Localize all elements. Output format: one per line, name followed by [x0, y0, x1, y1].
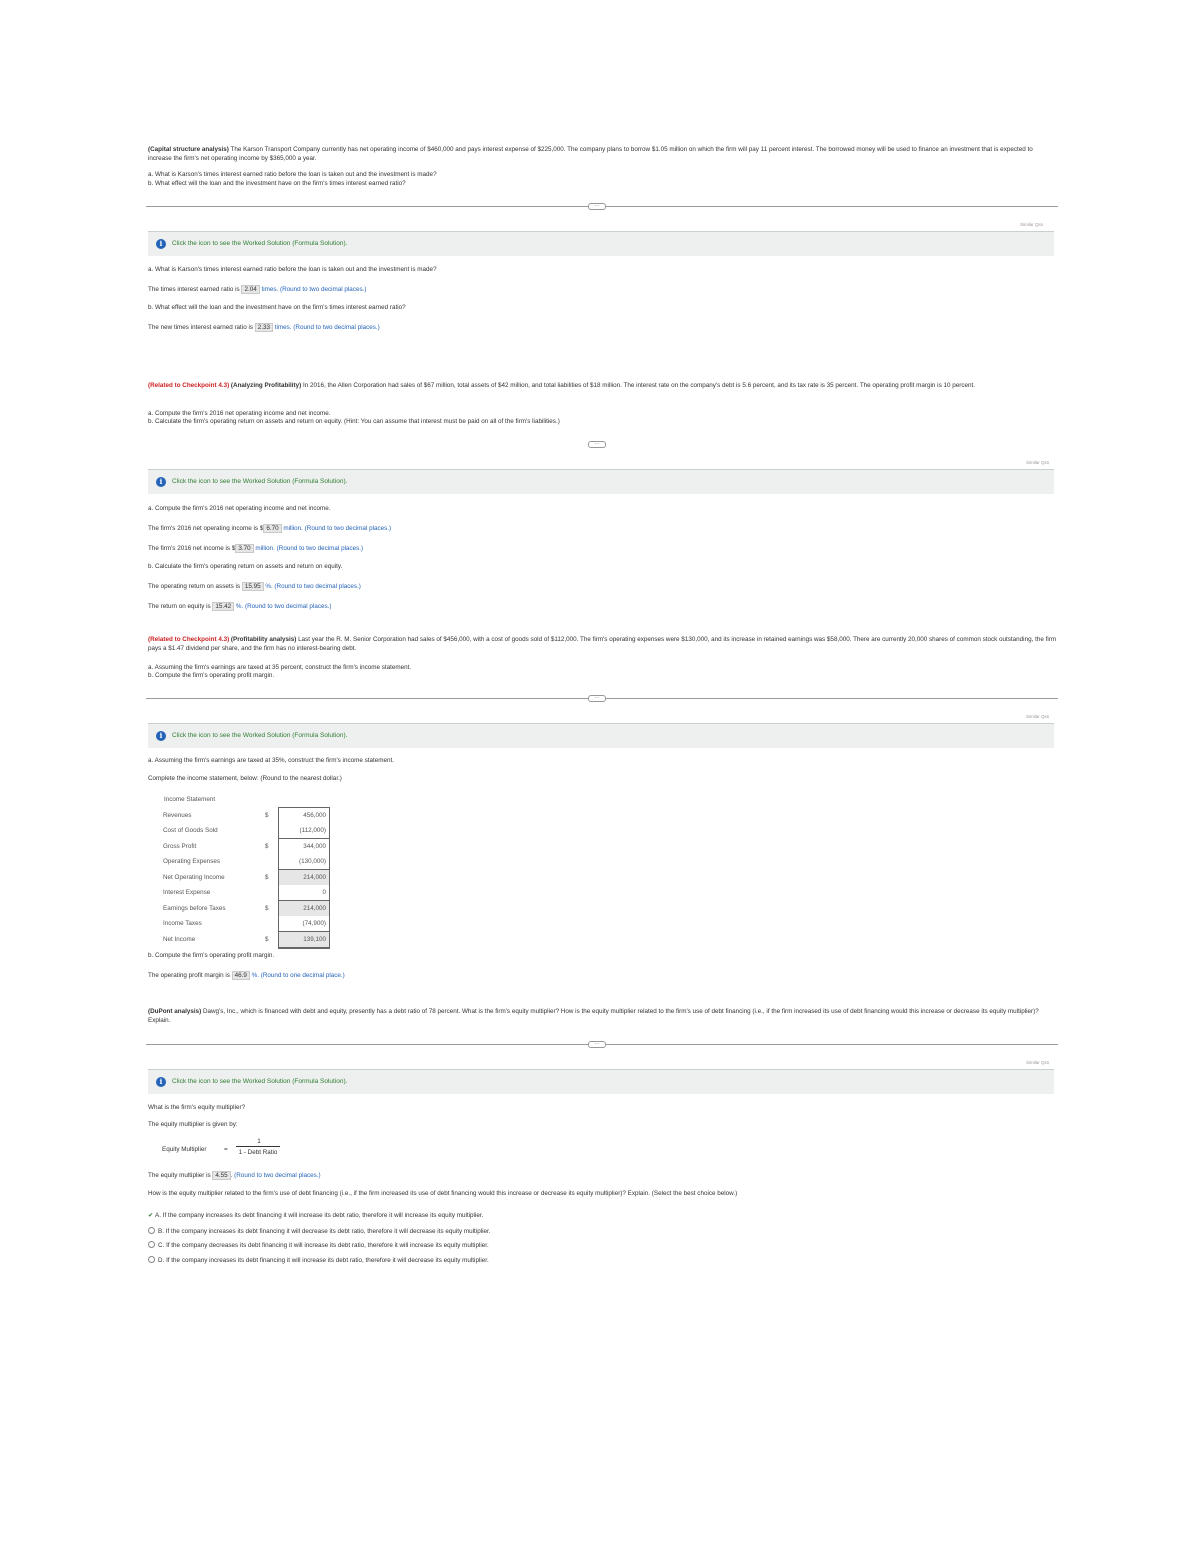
q1-sol-b-question: b. What effect will the loan and the investment have on the firm's times interest earned ratio? — [148, 304, 406, 311]
row-value[interactable]: 0 — [279, 885, 330, 901]
formula-denominator: 1 - Debt Ratio — [238, 1149, 278, 1156]
income-statement-table — [160, 807, 330, 949]
worked-solution-link[interactable]: Click the icon to see the Worked Solution (Formula Solution). — [172, 732, 348, 739]
row-value[interactable]: 456,000 — [279, 808, 330, 824]
answer-field[interactable]: 4.55 — [212, 1171, 230, 1180]
income-statement-title: Income Statement — [164, 796, 216, 803]
q1-part-b: b. What effect will the loan and the investment have on the firm's times interest earned ratio? — [148, 180, 406, 187]
q1-prompt — [148, 146, 1058, 163]
choice-option[interactable] — [148, 1241, 489, 1250]
radio-circle-icon[interactable] — [148, 1227, 155, 1234]
income-statement-row — [160, 808, 330, 824]
q2-prompt — [148, 382, 1058, 391]
answer-field[interactable]: 2.33 — [255, 323, 273, 332]
income-statement-row — [160, 854, 330, 870]
q1-sol-a-question: a. What is Karson's times interest earned ratio before the loan is taken out and the investment is made? — [148, 266, 437, 273]
worked-solution-link[interactable]: Click the icon to see the Worked Solution (Formula Solution). — [172, 478, 348, 485]
choice-text: If the company decreases its debt financing it will increase its debt ratio, therefore it will increase its equity multiplier. — [166, 1242, 489, 1249]
choice-text: If the company increases its debt financing it will decrease its debt ratio, therefore it will decrease its equity multiplier. — [165, 1227, 491, 1235]
choice-letter: A. — [155, 1212, 161, 1219]
row-value[interactable]: 139,100 — [279, 932, 330, 949]
row-label: Revenues — [163, 811, 192, 819]
row-currency — [262, 854, 279, 870]
row-currency — [262, 823, 279, 839]
answer-field[interactable]: 15.42 — [212, 602, 234, 611]
choice-option[interactable] — [148, 1227, 491, 1236]
info-icon[interactable]: i — [156, 1077, 166, 1087]
row-label: Earnings before Taxes — [163, 904, 226, 912]
q2-related-tag: (Related to Checkpoint 4.3) — [148, 382, 230, 389]
row-value[interactable]: (130,000) — [279, 854, 330, 870]
q4-sol-em: The equity multiplier is 4.55 . (Round to two decimal places.) — [148, 1172, 321, 1179]
similar-question-link[interactable]: Similar Qsn — [1026, 714, 1050, 719]
row-currency: $ — [265, 904, 269, 912]
formula-left: Equity Multiplier — [162, 1146, 207, 1153]
q2-text: In 2016, the Allen Corporation had sales of $67 million, total assets of $42 million, and total liabilities of $18 million. The interest rate on the company's debt is 5.6 percent, and its tax rate is 35 percent. The operating profit margin is 10 percent. — [303, 382, 975, 389]
q1-text: The Karson Transport Company currently has net operating income of $460,000 and pays interest expense of $225,000. The company plans to borrow $1.05 million on which the firm will pay 11 percent interest. The borrowed money will be used to finance an investment that is expected to increase the firm's net operating income by $365,000 a year. — [148, 146, 1033, 162]
answer-field[interactable]: 15.95 — [242, 582, 264, 591]
q1-tag: (Capital structure analysis) — [148, 146, 229, 153]
q3-sol-a-question: a. Assuming the firm's earnings are taxed at 35%, construct the firm's income statement. — [148, 757, 394, 764]
q2-sol-a-question: a. Compute the firm's 2016 net operating income and net income. — [148, 505, 331, 512]
q3-tag: (Profitability analysis) — [230, 636, 297, 643]
q3-prompt — [148, 636, 1058, 653]
row-value[interactable]: 214,000 — [279, 901, 330, 917]
choice-letter: B. — [158, 1227, 164, 1235]
info-icon[interactable]: i — [156, 731, 166, 741]
income-statement-row — [160, 885, 330, 901]
formula-equals: = — [224, 1146, 228, 1153]
row-label: Cost of Goods Sold — [163, 827, 218, 835]
answer-field[interactable]: 6.70 — [263, 524, 281, 533]
formula-numerator: 1 — [257, 1138, 261, 1145]
row-value[interactable]: 214,000 — [279, 870, 330, 886]
answer-field[interactable]: 2.04 — [241, 285, 259, 294]
expand-handle[interactable]: ··· — [588, 695, 606, 702]
choice-letter: D. — [158, 1256, 165, 1264]
similar-question-link[interactable]: Similar Qsn — [1020, 222, 1044, 227]
q3-sol-a-instructions: Complete the income statement, below: (Round to the nearest dollar.) — [148, 775, 342, 782]
choice-letter: C. — [158, 1242, 165, 1249]
checkmark-icon[interactable]: ✔ — [148, 1212, 156, 1219]
equity-multiplier-formula — [162, 1138, 282, 1162]
q4-given: The equity multiplier is given by: — [148, 1121, 238, 1128]
choice-option[interactable] — [148, 1212, 483, 1220]
q2-sol-oroa: The operating return on assets is 15.95 %. (Round to two decimal places.) — [148, 583, 361, 590]
income-statement-row — [160, 932, 330, 949]
q4-question-2: How is the equity multiplier related to the firm's use of debt financing (i.e., if the firm increased its use of debt financing would this increase or decrease its equity multiplier)? Explain. (Select the best choice below.) — [148, 1190, 738, 1197]
q4-tag: (DuPont analysis) — [148, 1008, 202, 1015]
q3-sol-opm: The operating profit margin is 46.9 %. (Round to one decimal place.) — [148, 972, 345, 979]
q3-part-b: b. Compute the firm's operating profit margin. — [148, 672, 275, 679]
income-statement-row — [160, 870, 330, 886]
row-currency: $ — [265, 811, 269, 819]
row-label: Net Operating Income — [163, 873, 225, 881]
q1-sol-a: The times interest earned ratio is 2.04 times. (Round to two decimal places.) — [148, 286, 367, 293]
worked-solution-link[interactable]: Click the icon to see the Worked Solution (Formula Solution). — [172, 240, 348, 247]
info-icon[interactable]: i — [156, 239, 166, 249]
q3-part-a: a. Assuming the firm's earnings are taxed at 35 percent, construct the firm's income statement. — [148, 664, 412, 671]
row-label: Gross Profit — [163, 842, 197, 850]
q1-sol-b: The new times interest earned ratio is 2.33 times. (Round to two decimal places.) — [148, 324, 380, 331]
similar-question-link[interactable]: Similar Qsn — [1026, 1060, 1050, 1065]
q2-part-b: b. Calculate the firm's operating return on assets and return on equity. (Hint: You can assume that interest must be paid on all of the firm's liabilities.) — [148, 418, 560, 425]
radio-circle-icon[interactable] — [148, 1256, 155, 1263]
choice-text: If the company increases its debt financing it will increase its debt ratio, therefore it will increase its equity multiplier. — [162, 1212, 484, 1219]
income-statement-row — [160, 901, 330, 917]
worked-solution-link[interactable]: Click the icon to see the Worked Solution (Formula Solution). — [172, 1078, 348, 1085]
q3-text: Last year the R. M. Senior Corporation had sales of $456,000, with a cost of goods sold of $112,000. The firm's operating expenses were $130,000, and its increase in retained earnings was $58,000. There are currently 20,000 shares of common stock outstanding, the firm pays a $1.47 dividend per share, and the firm has no interest-bearing debt. — [148, 636, 1057, 652]
row-currency — [262, 916, 279, 932]
q2-tag: (Analyzing Profitability) — [230, 382, 302, 389]
q3-related-tag: (Related to Checkpoint 4.3) — [148, 636, 230, 643]
q2-sol-ni: The firm's 2016 net income is $ 3.70 million. (Round to two decimal places.) — [148, 545, 364, 552]
q3-sol-b-question: b. Compute the firm's operating profit margin. — [148, 952, 275, 959]
q2-part-a: a. Compute the firm's 2016 net operating income and net income. — [148, 410, 331, 417]
expand-handle[interactable]: ··· — [588, 203, 606, 210]
fraction-bar — [236, 1146, 280, 1147]
q2-sol-roe: The return on equity is 15.42 %. (Round to two decimal places.) — [148, 603, 332, 610]
row-value[interactable]: (112,000) — [279, 823, 330, 839]
worked-solution-box — [148, 723, 1054, 748]
q4-prompt — [148, 1008, 1058, 1025]
similar-question-link[interactable]: Similar Qsn — [1026, 460, 1050, 465]
choice-option[interactable] — [148, 1256, 489, 1265]
row-label: Net Income — [163, 936, 196, 944]
row-value[interactable]: (74,900) — [279, 916, 330, 932]
q4-text: Dawg's, Inc., which is financed with debt and equity, presently has a debt ratio of 78 percent. What is the firm's equity multiplier? How is the equity multiplier related to the firm's use of debt financing (i.e., if the firm increased its use of debt financing would this increase or decrease its equity multiplier)? Explain. — [148, 1008, 1039, 1024]
expand-handle[interactable]: ··· — [588, 1041, 606, 1048]
answer-field[interactable]: 3.70 — [235, 544, 253, 553]
expand-handle[interactable]: ··· — [588, 441, 606, 448]
row-currency: $ — [265, 842, 269, 850]
row-currency: $ — [265, 936, 269, 944]
row-currency: $ — [265, 873, 269, 881]
q2-sol-noi: The firm's 2016 net operating income is $ 6.70 million. (Round to two decimal places.) — [148, 525, 392, 532]
q1-part-a: a. What is Karson's times interest earned ratio before the loan is taken out and the investment is made? — [148, 171, 437, 178]
row-label: Operating Expenses — [163, 858, 221, 866]
worked-solution-box — [148, 1069, 1054, 1094]
income-statement-row — [160, 839, 330, 855]
row-value[interactable]: 344,000 — [279, 839, 330, 855]
info-icon[interactable]: i — [156, 477, 166, 487]
choice-text: If the company increases its debt financing it will increase its debt ratio, therefore it will decrease its equity multiplier. — [166, 1256, 489, 1264]
q4-question: What is the firm's equity multiplier? — [148, 1104, 246, 1111]
income-statement-row — [160, 823, 330, 839]
q2-sol-b-question: b. Calculate the firm's operating return on assets and return on equity. — [148, 563, 343, 570]
row-label: Interest Expense — [163, 889, 211, 897]
worked-solution-box — [148, 469, 1054, 494]
worked-solution-box — [148, 231, 1054, 256]
radio-circle-icon[interactable] — [148, 1241, 155, 1248]
income-statement-row — [160, 916, 330, 932]
row-currency — [262, 885, 279, 901]
row-label: Income Taxes — [163, 920, 202, 928]
answer-field[interactable]: 46.9 — [232, 971, 250, 980]
